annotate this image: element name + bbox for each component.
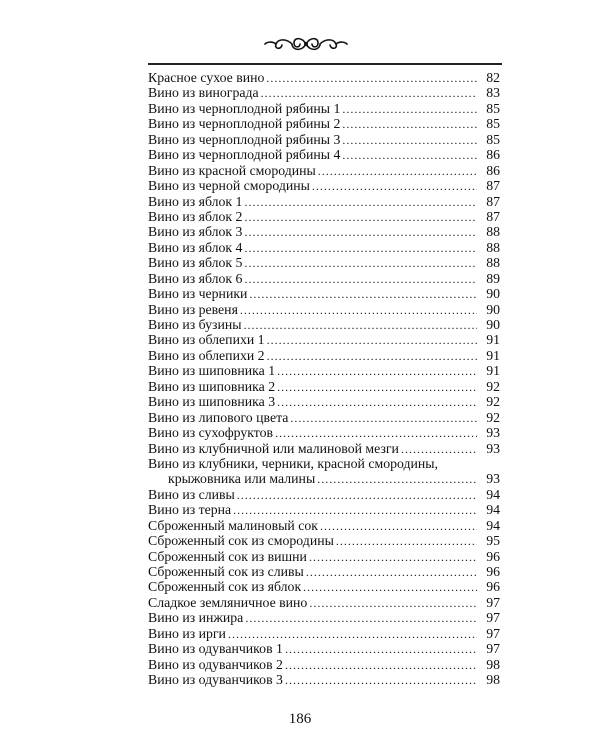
- toc-leader-dots: [261, 86, 477, 101]
- toc-entry: [148, 271, 500, 286]
- toc-entry-title: Вино из черноплодной рябины 4: [148, 147, 341, 163]
- toc-leader-dots: [290, 411, 477, 426]
- toc-entry-page: 98: [486, 656, 500, 672]
- toc-leader-dots: [303, 580, 477, 595]
- toc-leader-dots: [277, 395, 477, 410]
- toc-leader-dots: [244, 195, 477, 210]
- toc-entry: [148, 595, 500, 610]
- toc-entry: [148, 441, 500, 456]
- toc-entry-title: Красное сухое вино: [148, 70, 265, 85]
- toc-entry-page: 98: [486, 672, 500, 688]
- toc-entry-title: крыжовника или малины: [168, 471, 316, 487]
- toc-entry: [148, 317, 500, 332]
- toc-entry: [148, 564, 500, 579]
- toc-leader-dots: [240, 303, 477, 318]
- toc-leader-dots: [237, 488, 477, 503]
- toc-leader-dots: [317, 472, 477, 487]
- toc-leader-dots: [285, 658, 477, 673]
- toc-entry-page: 91: [486, 347, 500, 363]
- toc-entry-title: Вино из облепихи 2: [148, 347, 265, 363]
- toc-entry-page: 82: [486, 70, 500, 85]
- toc-entry-page: 90: [486, 317, 500, 332]
- toc-entry-title: Вино из черноплодной рябины 3: [148, 131, 341, 147]
- toc-leader-dots: [267, 333, 477, 348]
- toc-entry-page: 87: [486, 208, 500, 224]
- toc-entry-title: Сладкое земляничное вино: [148, 594, 308, 610]
- toc-leader-dots: [318, 164, 477, 179]
- toc-leader-dots: [243, 318, 477, 333]
- toc-entry-title: Вино из черноплодной рябины 1: [148, 100, 341, 116]
- toc-leader-dots: [233, 503, 477, 518]
- toc-entry-page: 97: [486, 641, 500, 657]
- toc-entry-title: Вино из сливы: [148, 486, 235, 502]
- toc-entry-page: 93: [486, 440, 500, 456]
- toc-entry-title: Вино из яблок 5: [148, 255, 243, 271]
- toc-entry-title: Вино из клубники, черники, красной смородины,: [148, 455, 439, 471]
- toc-entry-title: Сброженный сок из яблок: [148, 579, 302, 595]
- toc-entry: [148, 209, 500, 224]
- toc-entry-title: Вино из одуванчиков 1: [148, 641, 283, 657]
- toc-entry: [148, 379, 500, 394]
- toc-leader-dots: [312, 179, 477, 194]
- toc-entry: [148, 224, 500, 239]
- toc-leader-dots: [277, 380, 477, 395]
- toc-entry: [148, 394, 500, 409]
- toc-entry: [148, 255, 500, 270]
- toc-entry-title: Вино из черники: [148, 286, 248, 302]
- toc-entry: [148, 163, 500, 178]
- toc-entry-page: 86: [486, 162, 500, 178]
- toc-entry-title: Вино из облепихи 1: [148, 332, 265, 348]
- page-number: 186: [288, 711, 312, 727]
- toc-leader-dots: [244, 210, 477, 225]
- toc-entry-title: Вино из винограда: [148, 85, 259, 101]
- toc-leader-dots: [342, 117, 477, 132]
- toc-entry: [148, 363, 500, 378]
- toc-entry-title: Вино из яблок 2: [148, 208, 243, 224]
- toc-entry-page: 92: [486, 409, 500, 425]
- toc-entry-page: 91: [486, 363, 500, 379]
- toc-entry: [148, 286, 500, 301]
- toc-entry: [148, 116, 500, 131]
- toc-leader-dots: [342, 148, 477, 163]
- toc-entry-title: Вино из ревеня: [148, 301, 238, 317]
- toc-entry-title: Сброженный сок из смородины: [148, 533, 334, 549]
- toc-entry-page: 95: [486, 533, 500, 549]
- toc-leader-dots: [267, 349, 477, 364]
- toc-leader-dots: [309, 550, 477, 565]
- toc-entry-title: Вино из яблок 6: [148, 270, 243, 286]
- toc-leader-dots: [342, 133, 477, 148]
- toc-entry: [148, 302, 500, 317]
- toc-entry-page: 88: [486, 239, 500, 255]
- toc-entry-title: Вино из черноплодной рябины 2: [148, 116, 341, 132]
- toc-entry-title: Вино из клубничной или малиновой мезги: [148, 440, 399, 456]
- toc-entry-title: Вино из одуванчиков 3: [148, 672, 283, 688]
- toc-entry-title: Вино из шиповника 2: [148, 378, 276, 394]
- toc-entry-title: Вино из яблок 3: [148, 224, 243, 240]
- toc-entry-title: Сброженный малиновый сок: [148, 517, 318, 533]
- toc-entry-title: Вино из яблок 4: [148, 239, 243, 255]
- toc-entry-page: 94: [486, 486, 500, 502]
- toc-entry: [148, 425, 500, 440]
- toc-entry-page: 88: [486, 224, 500, 240]
- toc-entry: [148, 85, 500, 100]
- toc-entry-page: 85: [486, 131, 500, 147]
- toc-entry: [148, 410, 500, 425]
- toc-entry: [148, 672, 500, 687]
- toc-entry-page: 96: [486, 548, 500, 564]
- toc-entry: [148, 147, 500, 162]
- toc-entry: [148, 332, 500, 347]
- toc-entry-page: 89: [486, 270, 500, 286]
- toc-entry-page: 96: [486, 579, 500, 595]
- toc-entry-page: 85: [486, 100, 500, 116]
- toc-leader-dots: [336, 534, 477, 549]
- toc-leader-dots: [306, 565, 477, 580]
- toc-entry: [148, 240, 500, 255]
- toc-entry-page: 83: [486, 85, 500, 101]
- toc-entry: [148, 641, 500, 656]
- toc-entry-page: 97: [486, 625, 500, 641]
- toc-entry-page: 87: [486, 193, 500, 209]
- toc-entry: [148, 194, 500, 209]
- toc-leader-dots: [401, 442, 477, 457]
- toc-entry-page: 96: [486, 564, 500, 579]
- toc-entry: [148, 132, 500, 147]
- toc-leader-dots: [342, 102, 477, 117]
- toc-entry-page: 90: [486, 301, 500, 317]
- toc-entry-page: 88: [486, 255, 500, 271]
- toc-entry-title: Вино из яблок 1: [148, 193, 243, 209]
- toc-entry-page: 85: [486, 116, 500, 132]
- toc-leader-dots: [277, 364, 477, 379]
- toc-leader-dots: [275, 426, 477, 441]
- toc-entry: [148, 502, 500, 517]
- toc-entry-page: 86: [486, 147, 500, 163]
- toc-entry-title: Вино из шиповника 1: [148, 363, 276, 379]
- table-of-contents: [148, 70, 500, 688]
- toc-leader-dots: [285, 673, 477, 688]
- toc-leader-dots: [320, 519, 477, 534]
- toc-entry: [148, 487, 500, 502]
- toc-entry-title: Сброженный сок из вишни: [148, 548, 307, 564]
- toc-entry: [148, 471, 500, 486]
- toc-entry: [148, 101, 500, 116]
- toc-leader-dots: [244, 225, 477, 240]
- toc-leader-dots: [228, 627, 477, 642]
- toc-entry: [148, 610, 500, 625]
- toc-entry: [148, 456, 500, 471]
- toc-leader-dots: [249, 287, 477, 302]
- flourish-ornament-icon: [264, 33, 348, 55]
- toc-entry: [148, 549, 500, 564]
- toc-entry: [148, 626, 500, 641]
- toc-leader-dots: [309, 596, 477, 611]
- toc-entry-page: 97: [486, 594, 500, 610]
- toc-leader-dots: [244, 272, 477, 287]
- toc-entry-page: 94: [486, 517, 500, 533]
- toc-entry-page: 92: [486, 378, 500, 394]
- toc-entry: [148, 70, 500, 85]
- toc-leader-dots: [266, 71, 477, 86]
- toc-entry-title: Вино из инжира: [148, 610, 244, 626]
- toc-entry: [148, 533, 500, 548]
- toc-entry: [148, 657, 500, 672]
- toc-entry-title: Вино из сухофруктов: [148, 425, 274, 441]
- toc-entry-title: Вино из красной смородины: [148, 162, 316, 178]
- toc-entry-title: Вино из ирги: [148, 625, 226, 641]
- toc-entry-title: Вино из шиповника 3: [148, 394, 276, 410]
- toc-entry-title: Вино из одуванчиков 2: [148, 656, 283, 672]
- toc-entry-page: 87: [486, 178, 500, 194]
- header-rule: [148, 63, 502, 65]
- toc-entry-title: Вино из бузины: [148, 317, 242, 332]
- toc-entry-title: Вино из терна: [148, 502, 232, 518]
- toc-entry-title: Вино из черной смородины: [148, 178, 310, 194]
- toc-entry: [148, 579, 500, 594]
- toc-entry-page: 90: [486, 286, 500, 302]
- toc-entry-page: 94: [486, 502, 500, 518]
- toc-entry-page: 97: [486, 610, 500, 626]
- toc-entry-page: 93: [486, 425, 500, 441]
- toc-leader-dots: [245, 611, 477, 626]
- toc-entry: [148, 348, 500, 363]
- toc-entry-page: 92: [486, 394, 500, 410]
- toc-entry-page: 91: [486, 332, 500, 348]
- toc-entry: [148, 178, 500, 193]
- toc-entry-title: Сброженный сок из сливы: [148, 564, 304, 579]
- toc-leader-dots: [244, 256, 477, 271]
- toc-entry: [148, 518, 500, 533]
- toc-leader-dots: [285, 642, 477, 657]
- toc-leader-dots: [244, 241, 477, 256]
- toc-entry-page: 93: [486, 471, 500, 487]
- toc-entry-title: Вино из липового цвета: [148, 409, 289, 425]
